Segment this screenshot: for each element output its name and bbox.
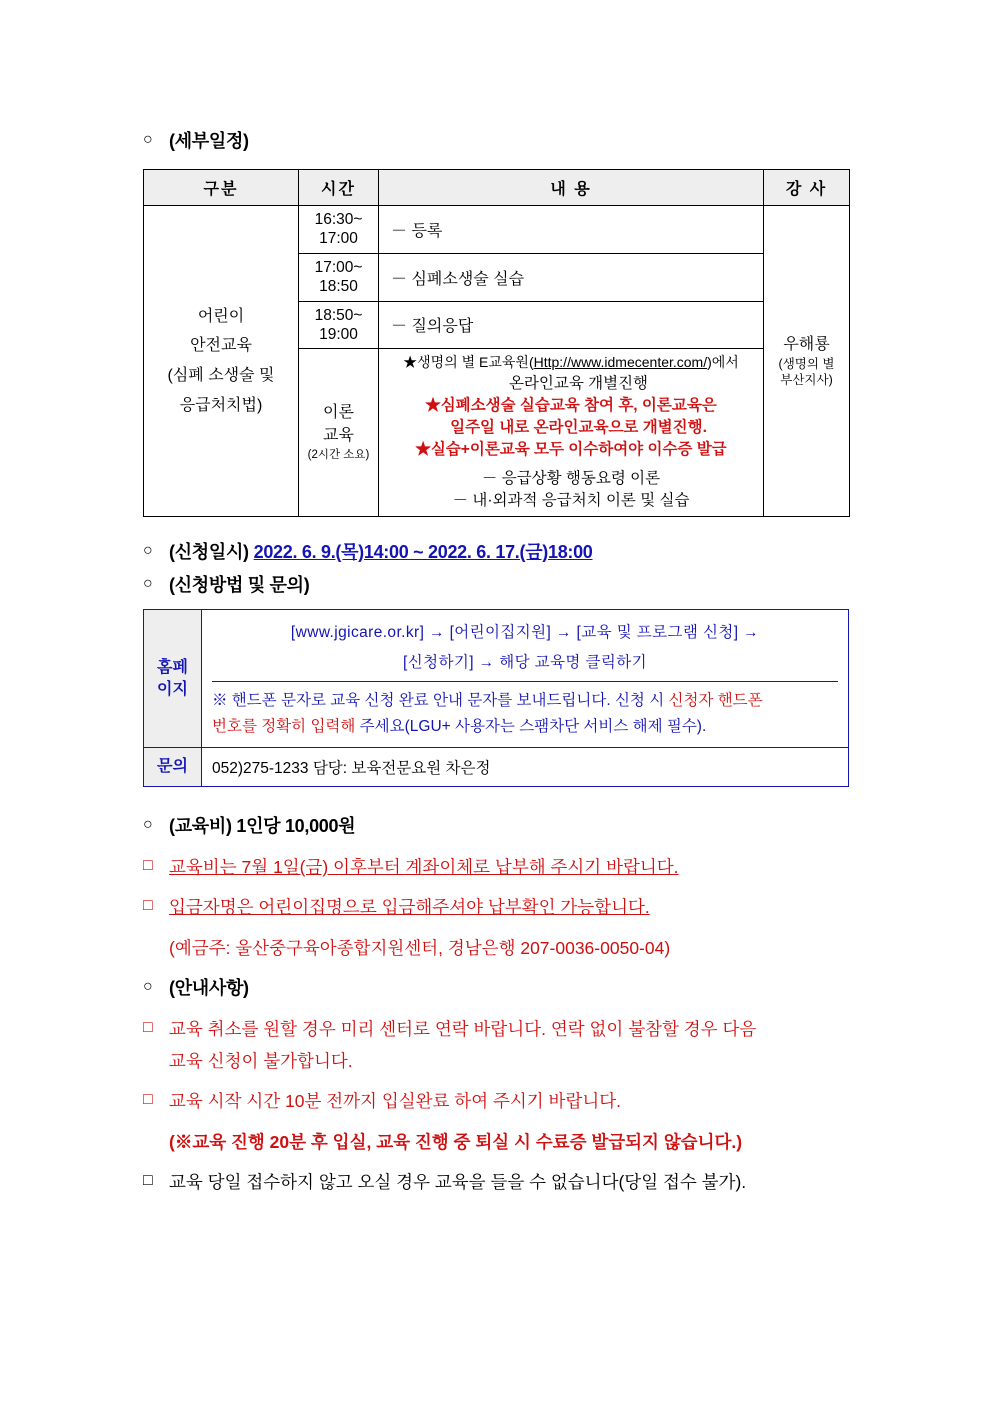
table-row [144, 748, 849, 787]
apply-note [212, 681, 838, 739]
circle-mark-icon: ○ [143, 816, 153, 834]
schedule-content-cell: － 질의응답 [379, 301, 764, 349]
time-line-2: 19:00 [319, 325, 358, 343]
category-line-2: 안전교육 [190, 337, 252, 355]
time-line-1: 18:50~ [314, 306, 363, 324]
square-mark-icon: □ [143, 1018, 153, 1036]
notice-title: (안내사항) [169, 977, 249, 998]
category-line-4: 응급처치법) [179, 396, 263, 414]
homepage-label-line-1: 홈페 [157, 659, 188, 677]
schedule-header-content: 내 용 [379, 170, 764, 206]
fee-note-text-2: 입금자명은 어린이집명으로 입금해주셔야 납부확인 가능합니다. [169, 897, 650, 918]
circle-mark-icon: ○ [143, 542, 153, 560]
apply-datetime-row [143, 539, 849, 566]
schedule-content-cell: － 심폐소생술 실습 [379, 253, 764, 301]
homepage-label-line-2: 이지 [157, 680, 188, 698]
fee-title: (교육비) 1인당 10,000원 [169, 816, 356, 837]
circle-mark-icon: ○ [143, 131, 153, 148]
theory-label-duration: (2시간 소요) [307, 449, 370, 462]
square-mark-icon: □ [143, 857, 153, 875]
homepage-content-cell [202, 610, 849, 748]
detail-schedule-title: (세부일정) [169, 131, 249, 151]
document-content [143, 128, 849, 1201]
notice-row-5 [143, 1169, 849, 1195]
detail-schedule-heading [143, 128, 849, 155]
inquiry-value-cell: 052)275-1233 담당: 보육전문요원 차은정 [202, 748, 849, 787]
notice-text-2: 교육 신청이 불가합니다. [169, 1051, 353, 1072]
fee-note-row-1 [143, 854, 849, 880]
schedule-header-teacher: 강 사 [764, 170, 850, 206]
notice-row-4 [143, 1129, 849, 1155]
apply-path-line-2[interactable]: [신청하기] → 해당 교육명 클릭하기 [403, 653, 647, 671]
apply-path-line-1[interactable]: [www.jgicare.or.kr] → [어린이집지원] → [교육 및 프로그램 신청] → [290, 624, 760, 642]
teacher-affiliation-line-2: 부산지사) [780, 373, 833, 388]
apply-datetime-value: 2022. 6. 9.(목)14:00 ~ 2022. 6. 17.(금)18:00 [253, 542, 593, 563]
apply-datetime-text [169, 539, 849, 566]
notice-row-3 [143, 1088, 849, 1114]
schedule-teacher-cell [764, 206, 850, 517]
schedule-time-cell [299, 253, 379, 301]
square-mark-icon: □ [143, 1091, 153, 1109]
category-line-3: (심폐 소생술 및 [167, 367, 275, 385]
table-row [144, 610, 849, 748]
fee-note-text-1: 교육비는 7월 1일(금) 이후부터 계좌이체로 납부해 주시기 바랍니다. [169, 857, 679, 878]
inquiry-label-cell: 문의 [144, 748, 202, 787]
theory-line-6: － 응급상황 행동요령 이론 [481, 470, 661, 488]
square-mark-icon: □ [143, 1171, 153, 1189]
theory-line-7: － 내·외과적 응급처치 이론 및 실습 [452, 492, 690, 510]
fee-note-row-2 [143, 894, 849, 920]
schedule-theory-label-cell [299, 349, 379, 517]
schedule-header-time: 시간 [299, 170, 379, 206]
theory-label-line-2: 교육 [323, 426, 354, 444]
time-line-2: 18:50 [319, 278, 358, 296]
square-mark-icon: □ [143, 897, 153, 915]
theory-line-3: ★심폐소생술 실습교육 참여 후, 이론교육은 [425, 397, 717, 415]
time-line-1: 16:30~ [314, 211, 363, 228]
apply-method-heading [143, 572, 849, 599]
teacher-name: 우해룡 [783, 336, 830, 354]
table-row [144, 206, 850, 254]
apply-note-highlight-1: 신청자 핸드폰 [668, 692, 763, 709]
time-line-2: 17:00 [319, 230, 358, 248]
schedule-time-cell [299, 206, 379, 254]
schedule-theory-content-cell [379, 349, 764, 517]
teacher-affiliation-line-1: (생명의 별 [778, 357, 835, 372]
notice-row-1 [143, 1016, 849, 1042]
notice-text-4: (※교육 진행 20분 후 입실, 교육 진행 중 퇴실 시 수료증 발급되지 않습니다.) [169, 1131, 743, 1152]
apply-method-title: (신청방법 및 문의) [169, 575, 310, 596]
schedule-table [143, 169, 850, 517]
homepage-label-cell [144, 610, 202, 748]
circle-mark-icon: ○ [143, 575, 153, 593]
apply-method-table [143, 609, 849, 787]
fee-heading [143, 813, 849, 840]
notice-row-2 [143, 1048, 849, 1074]
apply-note-highlight-2: 번호를 정확히 입력해 [212, 717, 356, 735]
schedule-header-row [144, 170, 850, 206]
theory-line-4: 일주일 내로 온라인교육으로 개별진행. [450, 419, 707, 437]
schedule-time-cell [299, 301, 379, 349]
theory-line-2: 온라인교육 개별진행 [508, 375, 649, 393]
fee-note-row-3 [143, 935, 849, 961]
schedule-header-category: 구분 [144, 170, 299, 206]
online-course-link[interactable]: Http://www.idmecenter.com/ [533, 354, 708, 371]
circle-mark-icon: ○ [143, 977, 153, 995]
notice-text-1: 교육 취소를 원할 경우 미리 센터로 연락 바랍니다. 연락 없이 불참할 경우 다음 [169, 1018, 757, 1039]
notice-text-3: 교육 시작 시간 10분 전까지 입실완료 하여 주시기 바랍니다. [169, 1091, 622, 1112]
apply-datetime-label: (신청일시) [169, 542, 249, 563]
apply-note-prefix: ※ 핸드폰 문자로 교육 신청 완료 안내 문자를 보내드립니다. 신청 시 [212, 692, 669, 709]
apply-note-suffix: 주세요(LGU+ 사용자는 스팸차단 서비스 해제 필수). [355, 717, 707, 735]
fee-account-text: (예금주: 울산중구육아종합지원센터, 경남은행 207-0036-0050-04) [169, 937, 671, 958]
category-line-1: 어린이 [197, 307, 245, 325]
theory-line-1-text: ★생명의 별 E교육원(Http://www.idmecenter.com/)에서 [403, 354, 739, 371]
time-line-1: 17:00~ [314, 258, 363, 276]
notice-text-5: 교육 당일 접수하지 않고 오실 경우 교육을 들을 수 없습니다(당일 접수 불가). [169, 1171, 747, 1192]
theory-line-1 [385, 353, 757, 373]
schedule-category-cell [144, 206, 299, 517]
theory-line-5: ★실습+이론교육 모두 이수하여야 이수증 발급 [415, 441, 727, 459]
notice-heading [143, 975, 849, 1002]
schedule-content-cell: － 등록 [379, 206, 764, 254]
theory-label-line-1: 이론 [323, 404, 354, 422]
